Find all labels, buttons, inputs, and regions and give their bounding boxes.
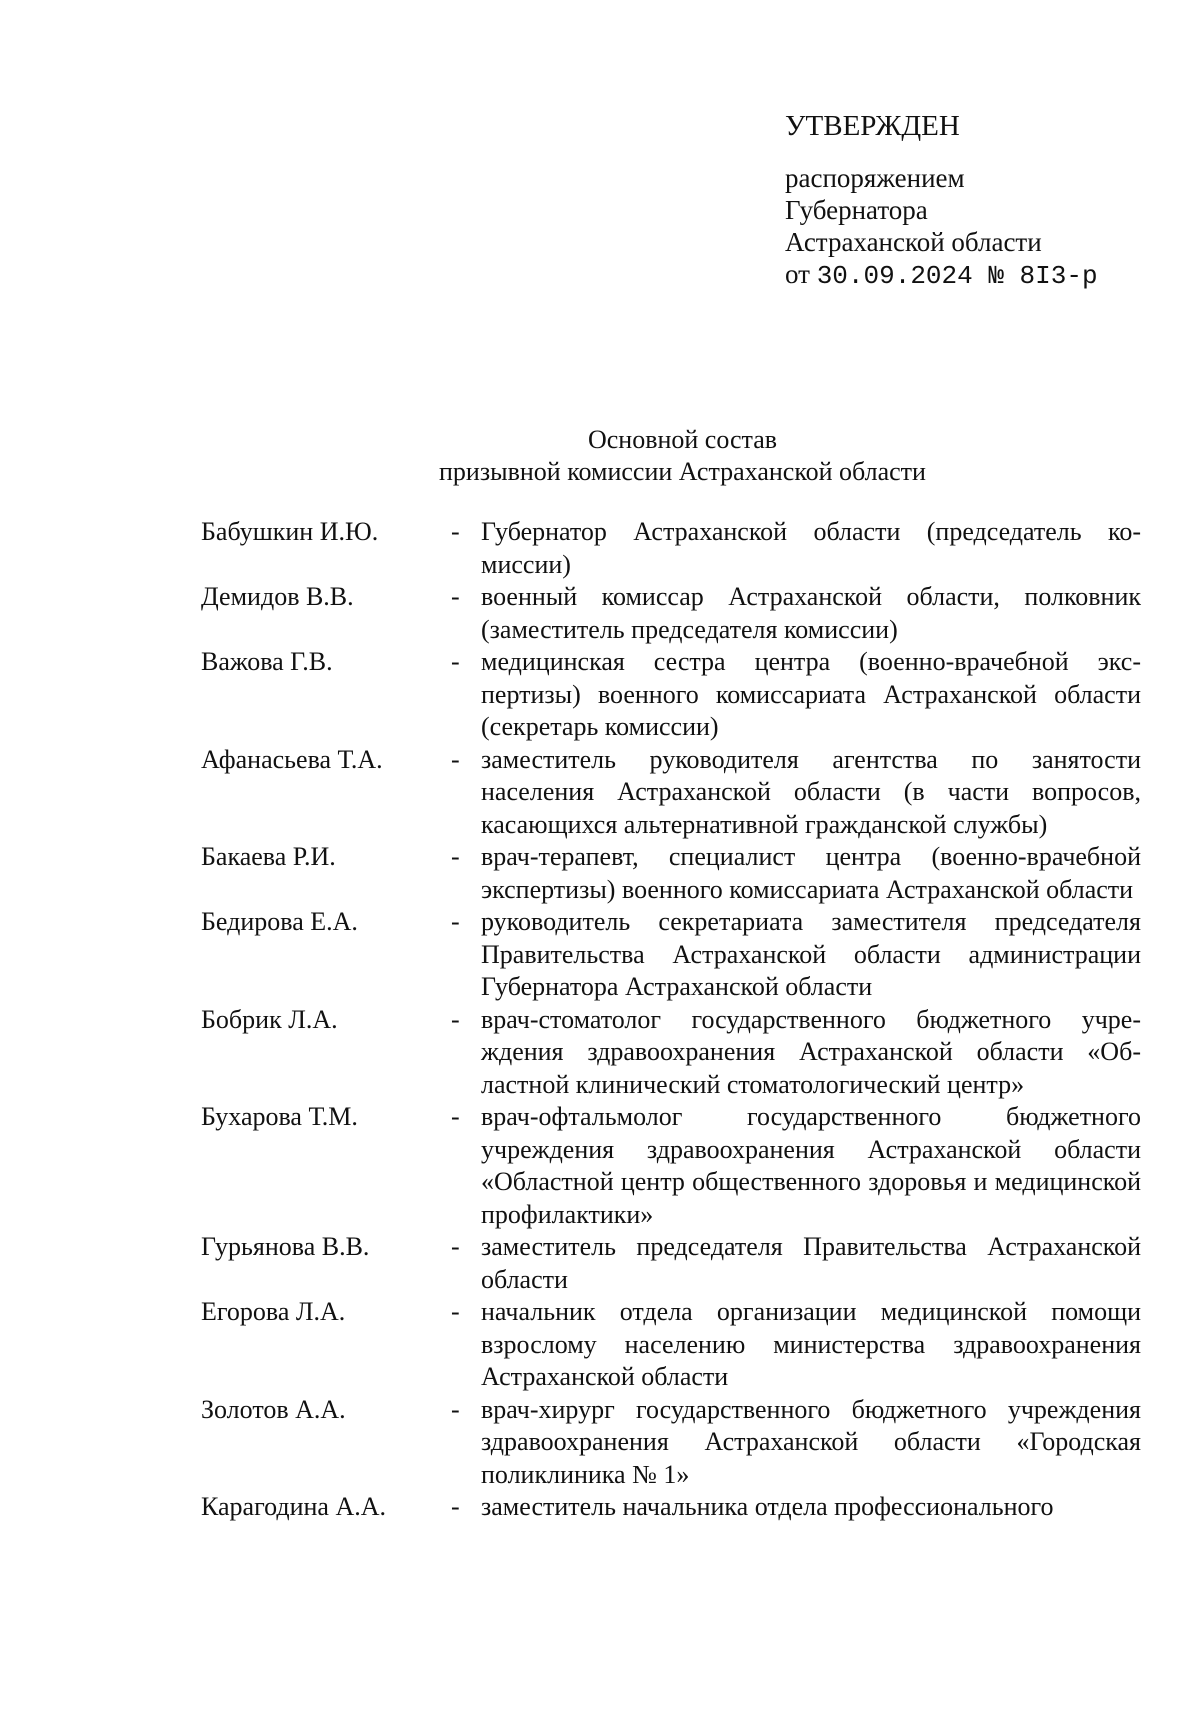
- member-dash: -: [451, 744, 460, 774]
- member-row: [201, 516, 1141, 581]
- member-name: Карагодина А.А.: [201, 1492, 386, 1521]
- member-dash: -: [451, 1004, 460, 1034]
- member-name: Афанасьева Т.А.: [201, 744, 383, 774]
- member-row: [201, 1101, 1141, 1231]
- member-name: Бобрик Л.А.: [201, 1004, 338, 1034]
- approval-line-4: [785, 258, 1185, 292]
- member-role: медицинская сестра центра (военно-врачебной экспертизы) военного комиссариата Астраханской области (секретарь комиссии): [481, 647, 1141, 741]
- member-row: [201, 1491, 1141, 1524]
- member-row: [201, 646, 1141, 744]
- approval-line-2: Губернатора: [785, 195, 928, 225]
- member-role: Губернатор Астраханской области (председатель комиссии): [481, 517, 1141, 579]
- member-dash: -: [451, 517, 460, 546]
- member-dash: -: [451, 647, 460, 676]
- member-role: заместитель начальника отдела профессионального: [481, 1492, 1054, 1521]
- member-row: [201, 1004, 1141, 1102]
- member-row: [201, 581, 1141, 646]
- member-dash: -: [451, 1394, 460, 1424]
- member-role: руководитель секретариата заместителя председателя Правительства Астраханской области администрации Губернатора Астраханской области: [481, 907, 1141, 1001]
- member-dash: -: [451, 842, 460, 871]
- member-role: заместитель руководителя агентства по занятости населения Астраханской области (в части вопросов, касающихся альтернативной гражданской службы): [481, 744, 1141, 839]
- approval-date-number: 30.09.2024 № 8I3-р: [816, 261, 1098, 291]
- member-role: врач-стоматолог государственного бюджетного учреждения здравоохранения Астраханской области «Областной клинический стоматологический центр»: [481, 1004, 1141, 1099]
- member-dash: -: [451, 907, 460, 936]
- heading-line-1: Основной состав: [587, 425, 778, 454]
- member-role: врач-офтальмолог государственного бюджетного учреждения здравоохранения Астраханской области «Областной центр общественного здоровья и медицинской профилактики»: [481, 1102, 1141, 1229]
- member-name: Бухарова Т.М.: [201, 1102, 358, 1131]
- member-row: [201, 744, 1141, 842]
- members-list: [201, 516, 1141, 1524]
- approval-block: [785, 110, 1185, 292]
- approval-line-3: Астраханской области: [785, 227, 1042, 257]
- member-name: Важова Г.В.: [201, 647, 333, 676]
- approval-date-prefix: от: [785, 259, 810, 289]
- member-name: Бабушкин И.Ю.: [201, 517, 379, 546]
- approval-title: УТВЕРЖДЕН: [785, 110, 960, 142]
- approval-line-1: распоряжением: [785, 163, 965, 193]
- member-dash: -: [451, 1297, 460, 1326]
- member-dash: -: [451, 1492, 460, 1521]
- heading-line-2: призывной комиссии Астраханской области: [439, 457, 926, 486]
- member-name: Бакаева Р.И.: [201, 842, 336, 871]
- member-row: [201, 1394, 1141, 1492]
- member-role: начальник отдела организации медицинской помощи взрослому населению министерства здравоохранения Астраханской области: [481, 1297, 1141, 1391]
- document-heading: [200, 424, 1165, 488]
- member-role: врач-хирург государственного бюджетного учреждения здравоохранения Астраханской области «Городская поликлиника № 1»: [481, 1394, 1141, 1489]
- member-dash: -: [451, 582, 460, 611]
- member-role: заместитель председателя Правительства Астраханской области: [481, 1232, 1141, 1294]
- member-row: [201, 1231, 1141, 1296]
- member-role: врач-терапевт, специалист центра (военно-врачебной экспертизы) военного комиссариата Астраханской области: [481, 842, 1141, 904]
- member-name: Бедирова Е.А.: [201, 907, 358, 936]
- member-name: Демидов В.В.: [201, 582, 354, 611]
- member-dash: -: [451, 1232, 460, 1261]
- member-name: Егорова Л.А.: [201, 1297, 346, 1326]
- member-name: Золотов А.А.: [201, 1394, 346, 1424]
- member-row: [201, 841, 1141, 906]
- member-row: [201, 906, 1141, 1004]
- member-row: [201, 1296, 1141, 1394]
- member-dash: -: [451, 1102, 460, 1131]
- member-role: военный комиссар Астраханской области, полковник (заместитель председателя комиссии): [481, 582, 1141, 644]
- member-name: Гурьянова В.В.: [201, 1232, 370, 1261]
